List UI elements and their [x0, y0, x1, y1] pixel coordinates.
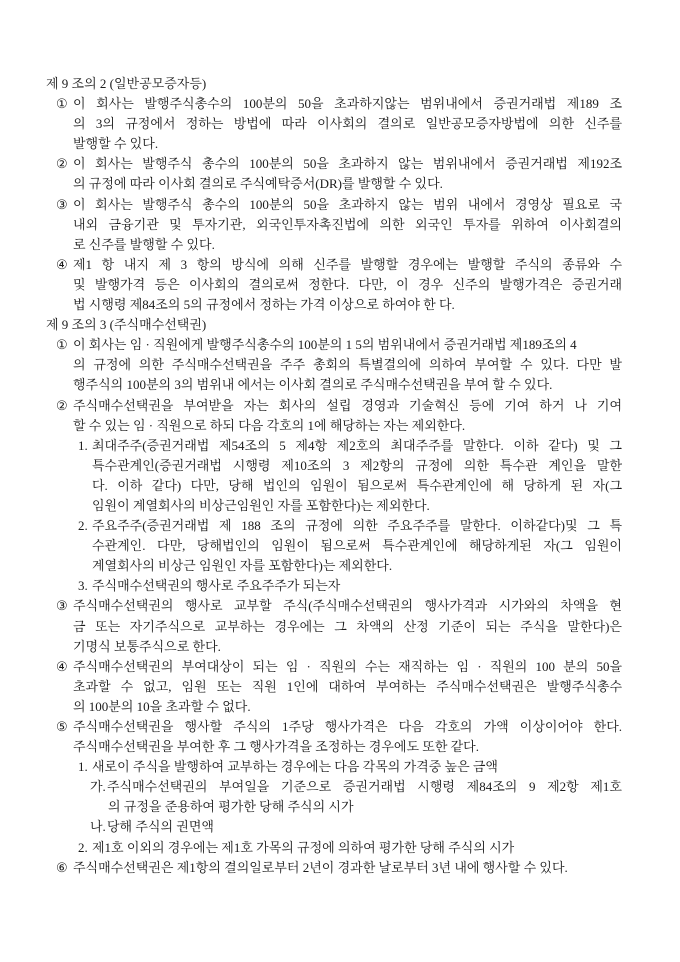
line-text: 특수관계인(증권거래법 시행령 제10조의 3 제2항의 규정에 의한 특수관 계인을 말한: [92, 457, 622, 473]
line-text: 의 규정에 의한 주식매수선택권을 주주 총회의 특별결의에 의하여 부여할 수 있다. 다만 발: [73, 357, 622, 373]
subclause-number-marker: 2.: [78, 518, 88, 534]
line-text: 로 신주를 발행할 수 있다.: [73, 236, 215, 252]
clause-line: [0, 717, 622, 737]
clause-continuation-line: [0, 697, 622, 717]
subclause-line: [0, 516, 622, 536]
clause-line: [0, 94, 622, 114]
line-text: 당해 주식의 권면액: [107, 819, 214, 835]
article-heading: [0, 74, 622, 94]
line-text: 법 시행령 제84조의 5의 규정에서 정하는 가격 이상으로 하여야 한 다.: [73, 297, 455, 313]
subclause-continuation-line: [0, 476, 622, 496]
subclause-line: [0, 576, 622, 596]
subclause-number-marker: 1.: [78, 437, 88, 453]
subclause-continuation-line: [0, 456, 622, 476]
document-body: [0, 74, 680, 878]
clause-continuation-line: [0, 114, 622, 134]
line-text: 의 규정에 따라 이사회 결의로 주식예탁증서(DR)를 발행할 수 있다.: [73, 176, 443, 192]
clause-continuation-line: [0, 375, 622, 395]
clause-continuation-line: [0, 677, 622, 697]
line-text: 의 3의 규정에서 정하는 방법에 따라 이사회의 결의로 일반공모증자방법에 의한 신주를: [73, 116, 622, 132]
line-text: 제 9 조의 3 (주식매수선택권): [46, 317, 207, 333]
line-text: 주식매수선택권의 부여대상이 되는 임 · 직원의 수는 재직하는 임 · 직원의 100 분의 50을: [73, 658, 622, 674]
line-text: 할 수 있는 임 · 직원으로 하되 다음 각호의 1에 해당하는 자는 제외한다.: [73, 417, 466, 433]
clause-number-marker: ②: [56, 397, 68, 413]
clause-line: [0, 596, 622, 616]
clause-number-marker: ②: [56, 156, 68, 172]
subclause-line: [0, 757, 622, 777]
clause-continuation-line: [0, 295, 622, 315]
clause-continuation-line: [0, 275, 622, 295]
sub-subclause-continuation-line: [0, 797, 622, 817]
clause-number-marker: ①: [56, 337, 68, 353]
line-text: 금 또는 자기주식으로 교부하는 경우에는 그 차액의 산정 기준이 되는 주식을 말한다)은: [73, 618, 622, 634]
line-text: 주요주주(증권거래법 제 188 조의 규정에 의한 주요주주를 말한다. 이하같다)및 그 특: [92, 518, 622, 534]
line-text: 행주식의 100분의 3의 범위내 에서는 이사회 결의로 주식매수선택권을 부여 할 수 있다.: [73, 377, 553, 393]
line-text: 제1 항 내지 제 3 항의 방식에 의해 신주를 발행할 경우에는 발행할 주식의 종류와 수: [73, 256, 622, 272]
line-text: 발행할 수 있다.: [73, 136, 159, 152]
clause-number-marker: ③: [56, 598, 68, 614]
line-text: 수관계인. 다만, 당해법인의 임원이 됨으로써 특수관계인에 해당하게된 자(그 임원이: [92, 538, 622, 554]
clause-continuation-line: [0, 215, 622, 235]
line-text: 이 회사는 임 · 직원에게 발행주식총수의 100분의 1 5의 범위내에서 증권거래법 제189조의 4: [73, 337, 577, 353]
line-text: 의 규정을 준용하여 평가한 당해 주식의 시가: [108, 799, 354, 815]
subclause-continuation-line: [0, 496, 622, 516]
clause-continuation-line: [0, 174, 622, 194]
sub-subclause-letter-marker: 가.: [90, 779, 106, 795]
clause-continuation-line: [0, 416, 622, 436]
line-text: 이 회사는 발행주식총수의 100분의 50을 초과하지않는 범위내에서 증권거래법 제189 조: [73, 96, 622, 112]
line-text: 새로이 주식을 발행하여 교부하는 경우에는 다음 각목의 가격중 높은 금액: [92, 759, 498, 775]
clause-continuation-line: [0, 617, 622, 637]
clause-continuation-line: [0, 235, 622, 255]
subclause-line: [0, 436, 622, 456]
clause-number-marker: ④: [56, 256, 68, 272]
subclause-continuation-line: [0, 536, 622, 556]
line-text: 이 회사는 발행주식 총수의 100분의 50을 초과하지 않는 범위내에서 증권거래법 제192조: [73, 156, 622, 172]
line-text: 주식매수선택권을 부여한 후 그 행사가격을 조정하는 경우에도 또한 같다.: [73, 739, 479, 755]
clause-continuation-line: [0, 737, 622, 757]
sub-subclause-letter-marker: 나.: [90, 819, 106, 835]
sub-subclause-line: [0, 817, 622, 837]
line-text: 주식매수선택권의 행사로 교부할 주식(주식매수선택권의 행사가격과 시가와의 차액을 현: [73, 598, 622, 614]
article-heading: [0, 315, 622, 335]
clause-line: [0, 195, 622, 215]
clause-line: [0, 858, 622, 878]
clause-continuation-line: [0, 134, 622, 154]
clause-number-marker: ④: [56, 658, 68, 674]
subclause-number-marker: 1.: [78, 759, 88, 775]
clause-line: [0, 657, 622, 677]
line-text: 이 회사는 발행주식 총수의 100분의 50을 초과하지 않는 범위 내에서 경영상 필요로 국: [73, 196, 622, 212]
line-text: 최대주주(증권거래법 제54조의 5 제4항 제2호의 최대주주를 말한다. 이하 같다) 및 그: [92, 437, 622, 453]
clause-line: [0, 396, 622, 416]
line-text: 주식매수선택권을 부여받을 자는 회사의 설립 경영과 기술혁신 등에 기여 하거 나 기여: [73, 397, 622, 413]
sub-subclause-line: [0, 777, 622, 797]
subclause-line: [0, 838, 622, 858]
line-text: 주식매수선택권의 행사로 주요주주가 되는자: [92, 578, 341, 594]
line-text: 계열회사의 비상근 임원인 자를 포함한다)는 제외한다.: [92, 558, 393, 574]
line-text: 주식매수선택권을 행사할 주식의 1주당 행사가격은 다음 각호의 가액 이상이어야 한다.: [73, 719, 622, 734]
line-text: 임원이 계열회사의 비상근임원인 자를 포함한다)는 제외한다.: [92, 497, 430, 513]
clause-continuation-line: [0, 637, 622, 657]
clause-number-marker: ⑥: [56, 859, 68, 875]
clause-continuation-line: [0, 355, 622, 375]
subclause-number-marker: 2.: [78, 839, 88, 855]
line-text: 및 발행가격 등은 이사회의 결의로써 정한다. 다만, 이 경우 신주의 발행가격은 증권거래: [73, 276, 622, 292]
clause-number-marker: ③: [56, 196, 68, 212]
subclause-number-marker: 3.: [78, 578, 88, 594]
line-text: 초과할 수 없고, 임원 또는 직원 1인에 대하여 부여하는 주식매수선택권은 발행주식총수: [73, 678, 622, 694]
clause-line: [0, 255, 622, 275]
clause-number-marker: ⑤: [56, 719, 68, 734]
clause-line: [0, 154, 622, 174]
line-text: 주식매수선택권의 부여일을 기준으로 증권거래법 시행령 제84조의 9 제2항 제1호: [107, 779, 622, 795]
line-text: 내외 금융기관 및 투자기관, 외국인투자촉진법에 의한 외국인 투자를 위하여 이사회결의: [73, 216, 622, 232]
line-text: 제 9 조의 2 (일반공모증자등): [46, 76, 207, 91]
subclause-continuation-line: [0, 556, 622, 576]
line-text: 의 100분의 10을 초과할 수 없다.: [73, 698, 251, 714]
line-text: 기명식 보통주식으로 한다.: [73, 638, 221, 654]
line-text: 주식매수선택권은 제1항의 결의일로부터 2년이 경과한 날로부터 3년 내에 행사할 수 있다.: [73, 859, 568, 875]
line-text: 제1호 이외의 경우에는 제1호 가목의 규정에 의하여 평가한 당해 주식의 시가: [92, 839, 515, 855]
clause-number-marker: ①: [56, 96, 68, 112]
clause-line: [0, 335, 622, 355]
line-text: 다. 이하 같다) 다만, 당해 법인의 임원이 됨으로써 특수관계인에 해 당하게 된 자(그: [92, 477, 622, 493]
